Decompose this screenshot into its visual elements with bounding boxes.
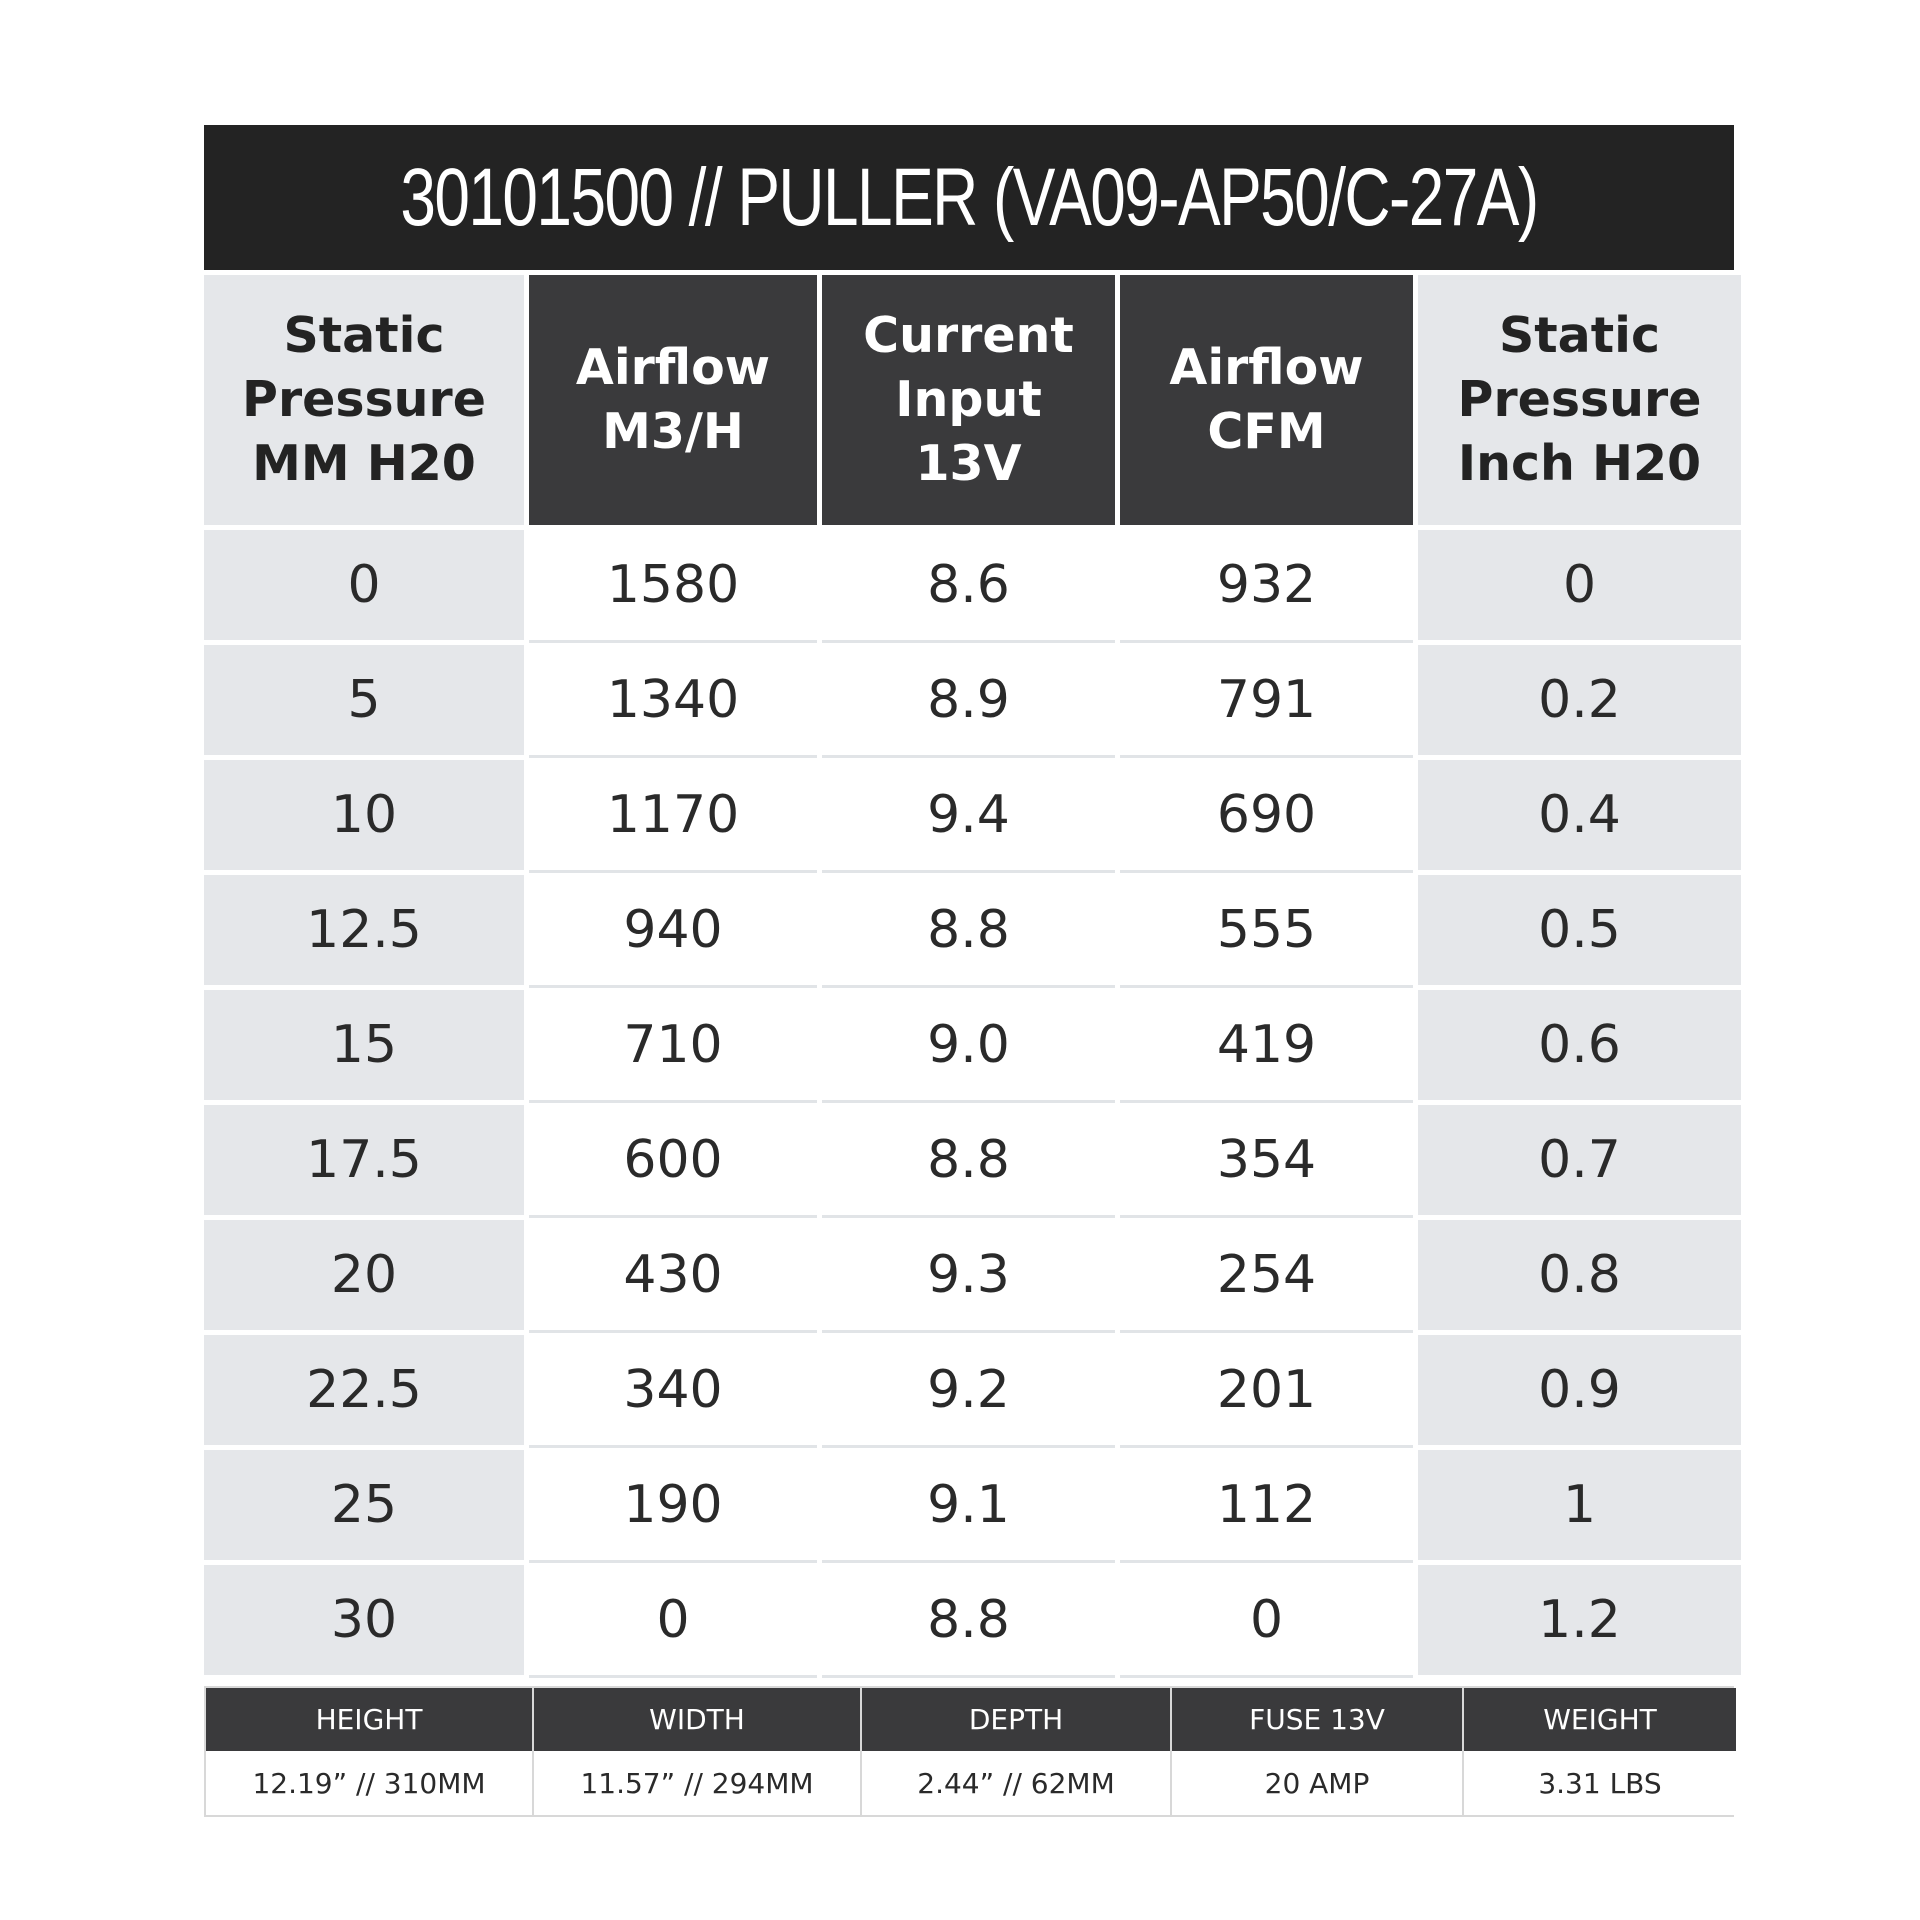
table-cell: 0.6: [1418, 990, 1741, 1100]
column-cells: [204, 530, 524, 1675]
column-header: Static Pressure MM H20: [204, 275, 524, 525]
spec-label: WIDTH: [534, 1688, 860, 1751]
table-cell: 1340: [529, 645, 817, 758]
column-header: Current Input 13V: [822, 275, 1115, 525]
column-cells: [529, 530, 817, 1678]
table-cell: 9.0: [822, 990, 1115, 1103]
dimensions-table: [204, 1686, 1734, 1817]
table-cell: 9.1: [822, 1450, 1115, 1563]
table-cell: 8.8: [822, 1565, 1115, 1678]
table-cell: 0: [1120, 1565, 1413, 1678]
table-cell: 22.5: [204, 1335, 524, 1445]
table-cell: 1170: [529, 760, 817, 873]
table-cell: 8.8: [822, 1105, 1115, 1218]
spec-value: 3.31 LBS: [1464, 1751, 1736, 1815]
table-cell: 0.4: [1418, 760, 1741, 870]
table-cell: 340: [529, 1335, 817, 1448]
column-airflow-m3h: [529, 275, 817, 1678]
table-cell: 10: [204, 760, 524, 870]
table-cell: 1580: [529, 530, 817, 643]
performance-table: [204, 275, 1734, 1678]
table-cell: 600: [529, 1105, 817, 1218]
product-title: 30101500 // PULLER (VA09-AP50/C-27A): [400, 151, 1538, 243]
table-cell: 791: [1120, 645, 1413, 758]
spec-width: [534, 1688, 862, 1815]
column-current-input: [822, 275, 1115, 1678]
spec-value: 20 AMP: [1172, 1751, 1462, 1815]
table-cell: 555: [1120, 875, 1413, 988]
table-cell: 940: [529, 875, 817, 988]
column-cells: [1418, 530, 1741, 1675]
spec-label: DEPTH: [862, 1688, 1170, 1751]
table-cell: 710: [529, 990, 817, 1103]
table-cell: 25: [204, 1450, 524, 1560]
table-cell: 9.4: [822, 760, 1115, 873]
table-cell: 690: [1120, 760, 1413, 873]
spec-label: WEIGHT: [1464, 1688, 1736, 1751]
table-cell: 254: [1120, 1220, 1413, 1333]
table-cell: 30: [204, 1565, 524, 1675]
table-cell: 0.8: [1418, 1220, 1741, 1330]
table-cell: 5: [204, 645, 524, 755]
spec-fuse-13v: [1172, 1688, 1464, 1815]
spec-sheet: [204, 125, 1734, 1817]
table-cell: 0: [1418, 530, 1741, 640]
column-cells: [822, 530, 1115, 1678]
spec-label: FUSE 13V: [1172, 1688, 1462, 1751]
column-cells: [1120, 530, 1413, 1678]
title-bar: [204, 125, 1734, 270]
table-cell: 17.5: [204, 1105, 524, 1215]
table-cell: 112: [1120, 1450, 1413, 1563]
column-static-pressure-mm: [204, 275, 524, 1678]
table-cell: 0.7: [1418, 1105, 1741, 1215]
column-header: Static Pressure Inch H20: [1418, 275, 1741, 525]
column-header: Airflow CFM: [1120, 275, 1413, 525]
column-airflow-cfm: [1120, 275, 1413, 1678]
table-cell: 15: [204, 990, 524, 1100]
table-cell: 8.9: [822, 645, 1115, 758]
table-cell: 354: [1120, 1105, 1413, 1218]
table-cell: 201: [1120, 1335, 1413, 1448]
table-cell: 0: [204, 530, 524, 640]
spec-weight: [1464, 1688, 1736, 1815]
spec-depth: [862, 1688, 1172, 1815]
table-cell: 9.2: [822, 1335, 1115, 1448]
table-cell: 430: [529, 1220, 817, 1333]
table-cell: 0.2: [1418, 645, 1741, 755]
spec-label: HEIGHT: [206, 1688, 532, 1751]
table-cell: 1.2: [1418, 1565, 1741, 1675]
table-cell: 9.3: [822, 1220, 1115, 1333]
table-cell: 20: [204, 1220, 524, 1330]
column-static-pressure-inch: [1418, 275, 1741, 1678]
table-cell: 0.5: [1418, 875, 1741, 985]
table-cell: 190: [529, 1450, 817, 1563]
spec-value: 11.57” // 294MM: [534, 1751, 860, 1815]
column-header: Airflow M3/H: [529, 275, 817, 525]
table-cell: 12.5: [204, 875, 524, 985]
table-cell: 8.8: [822, 875, 1115, 988]
table-cell: 8.6: [822, 530, 1115, 643]
table-cell: 419: [1120, 990, 1413, 1103]
table-cell: 932: [1120, 530, 1413, 643]
spec-value: 2.44” // 62MM: [862, 1751, 1170, 1815]
table-cell: 1: [1418, 1450, 1741, 1560]
table-cell: 0: [529, 1565, 817, 1678]
spec-height: [206, 1688, 534, 1815]
table-cell: 0.9: [1418, 1335, 1741, 1445]
spec-value: 12.19” // 310MM: [206, 1751, 532, 1815]
